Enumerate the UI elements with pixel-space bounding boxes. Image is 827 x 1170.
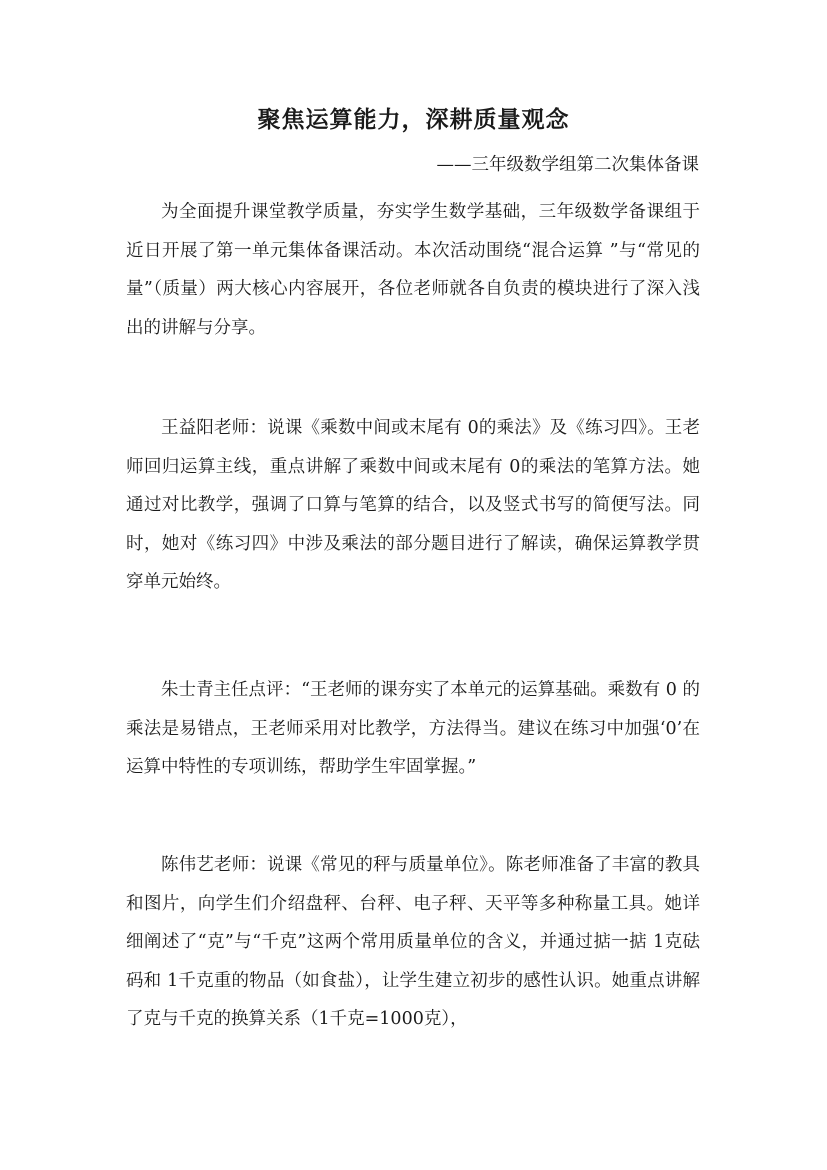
paragraph-zhu-comment: 朱士青主任点评：“王老师的课夯实了本单元的运算基础。乘数有 0 的乘法是易错点，王老师采用对比教学，方法得当。建议在练习中加强‘0’在运算中特性的专项训练，帮助学生牢固掌握。” [126,680,700,777]
paragraph-wang-lesson: 王益阳老师：说课《乘数中间或末尾有 0的乘法》及《练习四》。王老师回归运算主线，重点讲解了乘数中间或末尾有 0的乘法的笔算方法。她通过对比教学，强调了口算与笔算的结合，以及竖式书写的简便写法。同时，她对《练习四》中涉及乘法的部分题目进行了解读，确保运算教学贯穿单元始终。 [126,418,700,592]
paragraph-intro: 为全面提升课堂教学质量，夯实学生数学基础，三年级数学备课组于近日开展了第一单元集体备课活动。本次活动围绕“混合运算 ”与“常见的量”（质量）两大核心内容展开，各位老师就各自负责的模块进行了深入浅出的讲解与分享。 [126,202,700,338]
paragraph-chen-lesson: 陈伟艺老师：说课《常见的秤与质量单位》。陈老师准备了丰富的教具和图片，向学生们介绍盘秤、台秤、电子秤、天平等多种称量工具。她详细阐述了“克”与“千克”这两个常用质量单位的含义，并通过掂一掂 1克砝码和 1千克重的物品（如食盐），让学生建立初步的感性认识。她重点讲解了克与千克的换算关系（1千克=1000克）， [126,855,700,1029]
document-subtitle: ——三年级数学组第二次集体备课 [436,155,699,175]
document-title: 聚焦运算能力，深耕质量观念 [257,106,570,133]
